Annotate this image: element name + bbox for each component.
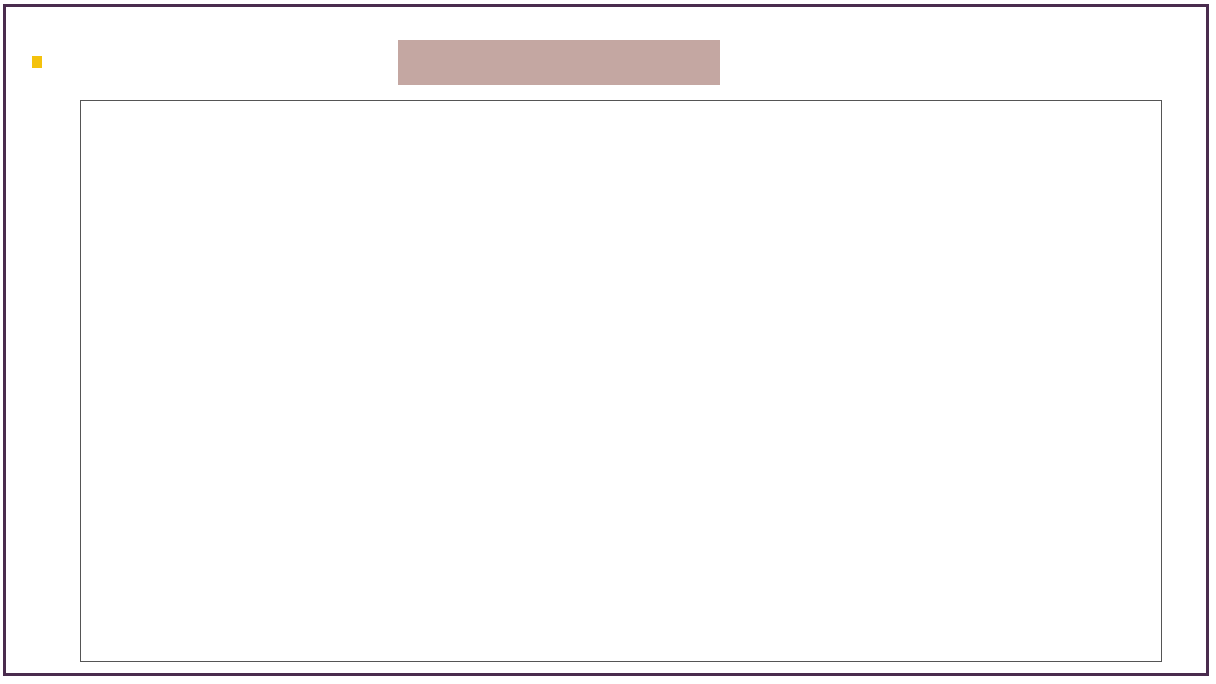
section-title xyxy=(30,22,42,82)
goal-result-sheet xyxy=(80,100,1162,662)
subtitle-banner xyxy=(398,40,720,85)
title-accent xyxy=(32,56,42,68)
